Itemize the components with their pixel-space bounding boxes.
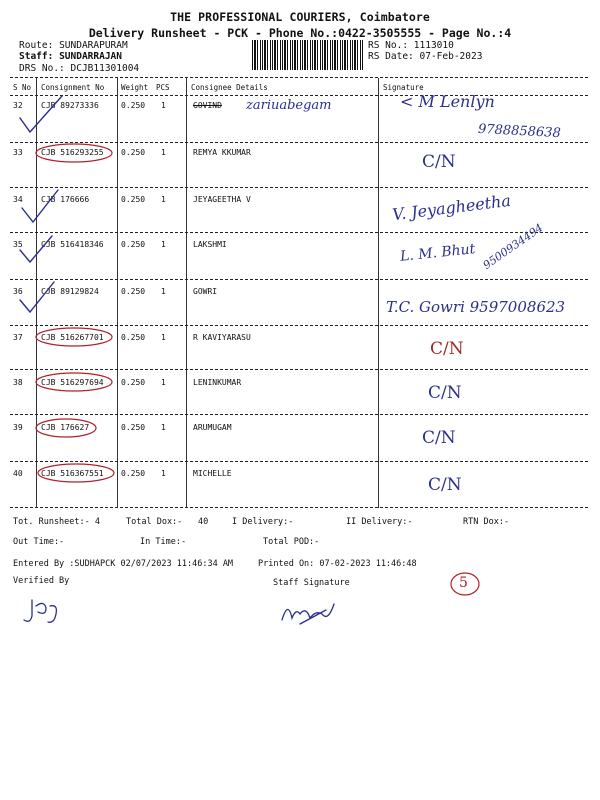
- row-weight: 0.250: [121, 333, 146, 342]
- scribble-signature-32: < M Lenlyn: [400, 92, 495, 111]
- row-consignee: R KAVIYARASU: [193, 333, 251, 342]
- tot-runsheet: Tot. Runsheet:- 4: [13, 517, 100, 527]
- runsheet-subtitle: Delivery Runsheet - PCK - Phone No.:0422-3505555 - Page No.:4: [88, 26, 512, 40]
- row-consignment-no: CJB 516367551: [41, 469, 104, 478]
- row-sno: 37: [13, 333, 23, 342]
- row-pcs: 1: [161, 378, 166, 387]
- row-consignee: ARUMUGAM: [193, 423, 232, 432]
- rs-no-value: 1113010: [413, 40, 454, 51]
- row-pcs: 1: [161, 287, 166, 296]
- i-delivery-label: I Delivery:-: [232, 517, 294, 527]
- row-weight: 0.250: [121, 469, 146, 478]
- row-consignment-no: CJB 176627: [41, 423, 90, 432]
- handwritten-phone-32: 9788858638: [477, 121, 562, 142]
- verified-signature: [24, 600, 56, 622]
- row-consignee: REMYA KKUMAR: [193, 148, 251, 157]
- row-weight: 0.250: [121, 101, 146, 110]
- col-header-consignee: Consignee Details: [191, 83, 268, 92]
- rs-no-label: RS No.:: [368, 40, 409, 51]
- row-pcs: 1: [161, 423, 166, 432]
- out-time-label: Out Time:-: [13, 537, 65, 547]
- row-pcs: 1: [161, 469, 166, 478]
- row-sno: 32: [13, 101, 23, 110]
- row-sno: 39: [13, 423, 23, 432]
- row-weight: 0.250: [121, 148, 146, 157]
- row-sno: 36: [13, 287, 23, 296]
- row-consignee: GOWRI: [193, 287, 218, 296]
- row-sno: 34: [13, 195, 23, 204]
- row-pcs: 1: [161, 148, 166, 157]
- row-consignment-no: CJB 516297694: [41, 378, 104, 387]
- row-pcs: 1: [161, 195, 166, 204]
- col-header-signature: Signature: [383, 83, 424, 92]
- row-sno: 40: [13, 469, 23, 478]
- row-weight: 0.250: [121, 195, 146, 204]
- row-consignment-no: CJB 89273336: [41, 101, 99, 110]
- route-value: SUNDARAPURAM: [59, 40, 128, 51]
- handwritten-cn-33: C/N: [422, 152, 456, 172]
- row-sno: 35: [13, 240, 23, 249]
- printed-on: Printed On: 07-02-2023 11:46:48: [258, 559, 417, 569]
- row-consignee: GOVIND: [193, 101, 222, 110]
- rs-date-label: RS Date:: [368, 51, 414, 62]
- row-pcs: 1: [161, 240, 166, 249]
- total-dox-label: Total Dox:-: [126, 517, 183, 527]
- company-title: THE PROFESSIONAL COURIERS, Coimbatore: [170, 10, 430, 24]
- row-sno: 38: [13, 378, 23, 387]
- staff-signature: [282, 604, 334, 624]
- row-weight: 0.250: [121, 423, 146, 432]
- row-consignee: MICHELLE: [193, 469, 232, 478]
- verified-by-label: Verified By: [13, 576, 70, 586]
- handwritten-signature-35: L. M. Bhut: [399, 241, 477, 265]
- staff-label: Staff:: [19, 51, 54, 62]
- row-consignment-no: CJB 89129824: [41, 287, 99, 296]
- row-consignee: LAKSHMI: [193, 240, 227, 249]
- staff-signature-label: Staff Signature: [273, 578, 350, 588]
- rs-date-value: 07-Feb-2023: [419, 51, 483, 62]
- in-time-label: In Time:-: [140, 537, 187, 547]
- total-pod-label: Total POD:-: [263, 537, 320, 547]
- staff-value: SUNDARRAJAN: [59, 51, 122, 62]
- entered-by: Entered By :SUDHAPCK 02/07/2023 11:46:34 AM: [13, 559, 234, 569]
- row-consignment-no: CJB 176666: [41, 195, 90, 204]
- handwritten-signature-32: zariuabegam: [246, 98, 332, 113]
- handwritten-signature-36: T.C. Gowri 9597008623: [386, 298, 566, 316]
- ii-delivery-label: II Delivery:-: [346, 517, 413, 527]
- drs-value: DCJB11301004: [70, 63, 140, 74]
- handwritten-cn-40: C/N: [428, 475, 462, 495]
- page-number-handwritten: 5: [459, 575, 468, 591]
- handwritten-cn-37: C/N: [430, 339, 464, 359]
- handwritten-cn-38: C/N: [428, 383, 462, 403]
- row-sno: 33: [13, 148, 23, 157]
- handwritten-cn-39: C/N: [422, 428, 456, 448]
- row-pcs: 1: [161, 333, 166, 342]
- col-header-sno: S No: [13, 83, 32, 92]
- row-pcs: 1: [161, 101, 166, 110]
- route-label: Route:: [19, 40, 54, 51]
- row-consignee: LENINKUMAR: [193, 378, 242, 387]
- total-dox-value: 40: [198, 517, 209, 527]
- row-consignment-no: CJB 516418346: [41, 240, 104, 249]
- row-consignee: JEYAGEETHA V: [193, 195, 251, 204]
- handwritten-phone-35: 9500934494: [480, 221, 546, 272]
- row-weight: 0.250: [121, 378, 146, 387]
- col-header-consignment: Consignment No: [41, 83, 105, 92]
- col-header-weight: Weight: [121, 83, 149, 92]
- row-consignment-no: CJB 516267701: [41, 333, 104, 342]
- row-consignment-no: CJB 516293255: [41, 148, 104, 157]
- drs-label: DRS No.:: [19, 63, 65, 74]
- row-weight: 0.250: [121, 240, 146, 249]
- rtn-dox-label: RTN Dox:-: [463, 517, 510, 527]
- handwritten-signature-34: V. Jeyagheetha: [391, 190, 512, 225]
- col-header-pcs: PCS: [156, 83, 170, 92]
- row-weight: 0.250: [121, 287, 146, 296]
